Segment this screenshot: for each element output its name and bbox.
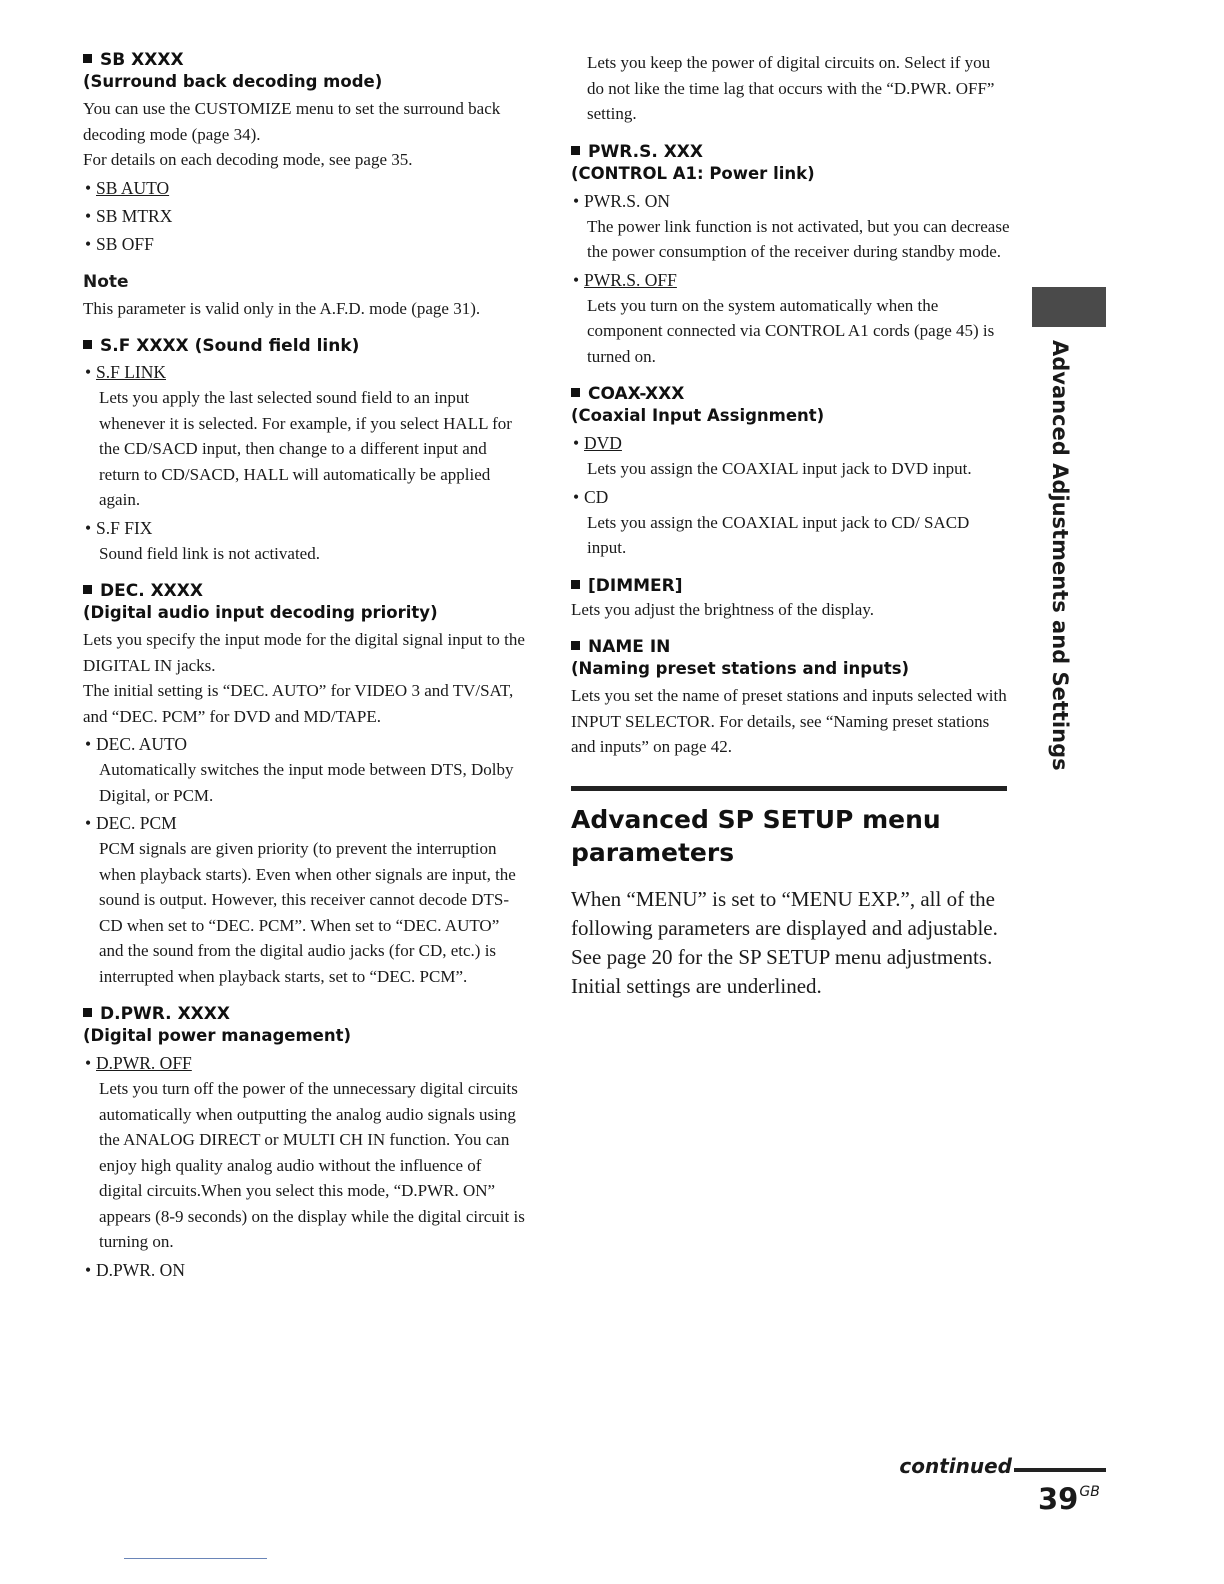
coax-option-1-desc: Lets you assign the COAXIAL input jack to DVD input.	[587, 459, 972, 478]
dec-option-2: DEC. PCM	[96, 813, 177, 833]
name-in-section	[571, 637, 1011, 760]
sb-heading: SB XXXX	[83, 50, 528, 71]
coax-option-2-desc: Lets you assign the COAXIAL input jack to CD/ SACD input.	[587, 512, 970, 557]
dec-paragraph-2: The initial setting is “DEC. AUTO” for VIDEO 3 and TV/SAT, and “DEC. PCM” for DVD and MD/TAPE.	[83, 681, 514, 726]
coax-option-2: CD	[584, 486, 609, 507]
list-item: • DVD	[573, 433, 622, 453]
page-number: $39^{GB}$	[1038, 1482, 1100, 1516]
sf-option-2: S.F FIX	[96, 517, 153, 538]
list-item: • S.F FIX	[85, 517, 153, 538]
pwrs-section	[571, 142, 1011, 370]
sf-heading: S.F XXXX (Sound field link)	[83, 336, 528, 357]
sb-option-1: SB AUTO	[96, 177, 170, 198]
dpwr-option-1: D.PWR. OFF	[96, 1053, 192, 1073]
pwrs-option-2: PWR.S. OFF	[584, 269, 677, 290]
list-item: • DEC. AUTO	[85, 734, 188, 754]
list-item: • S.F LINK	[85, 362, 167, 382]
coax-option-1: DVD	[584, 433, 622, 453]
dec-option-1: DEC. AUTO	[96, 734, 188, 754]
bullet-square-icon	[571, 580, 580, 589]
dpwr-option-2: D.PWR. ON	[96, 1259, 185, 1280]
list-item: • PWR.S. ON	[573, 190, 671, 211]
sf-option-1-desc: Lets you apply the last selected sound field to an input whenever it is selected. For example, if you select HALL for the CD/SACD input, then change to a different input and return to CD/SACD, HALL will automatically be applied again.	[99, 388, 512, 509]
coax-subtitle: (Coaxial Input Assignment)	[571, 406, 825, 425]
dpwr-option-2-desc: Lets you keep the power of digital circuits on. Select if you do not like the time lag that occurs with the “D.PWR. OFF” setting.	[587, 53, 995, 123]
dimmer-heading: [DIMMER]	[571, 576, 1011, 597]
dec-section	[83, 581, 528, 989]
chapter-tab-marker	[1032, 287, 1106, 327]
dec-heading: DEC. XXXX	[83, 581, 528, 602]
list-item: • D.PWR. OFF	[85, 1053, 192, 1073]
sf-section	[83, 336, 528, 566]
bullet-square-icon	[83, 54, 92, 63]
dimmer-section	[571, 576, 1011, 623]
section-paragraph-2: See page 20 for the SP SETUP menu adjustments. Initial settings are underlined.	[571, 944, 993, 998]
note-text: This parameter is valid only in the A.F.D. mode (page 31).	[83, 298, 481, 318]
continued-label: continued	[899, 1454, 1012, 1478]
list-item: • SB AUTO	[85, 177, 170, 198]
list-item: • CD	[573, 486, 609, 507]
bullet-square-icon	[571, 388, 580, 397]
list-item: • PWR.S. OFF	[573, 269, 677, 290]
pwrs-option-2-desc: Lets you turn on the system automatically when the component connected via CONTROL A1 cords (page 45) is turned on.	[587, 295, 995, 366]
pwrs-heading: PWR.S. XXX	[571, 142, 1011, 163]
pwrs-option-1: PWR.S. ON	[584, 190, 671, 211]
page-suffix: GB	[1079, 1484, 1100, 1500]
sf-option-2-desc: Sound field link is not activated.	[99, 543, 320, 563]
dpwr-option-1-desc: Lets you turn off the power of the unnecessary digital circuits automatically when outputting the analog audio signals using the ANALOG DIRECT or MULTI CH IN function. You can enjoy high quality analog audio without the influence of digital circuits.When you select this mode, “D.PWR. ON” appears (8-9 seconds) on the display while the digital circuit is turning on.	[99, 1079, 525, 1251]
dec-option-2-desc: PCM signals are given priority (to prevent the interruption when playback starts). Even when other signals are input, the sound is output. However, this receiver cannot decode DTS-CD when set to “DEC. PCM”. When set to “DEC. AUTO” and the sound from the digital audio jacks (for CD, etc.) is interrupted when playback starts, set to “DEC. PCM”.	[99, 839, 516, 986]
continued-rule	[1014, 1468, 1106, 1472]
name-in-subtitle: (Naming preset stations and inputs)	[571, 659, 910, 678]
dec-subtitle: (Digital audio input decoding priority)	[83, 603, 438, 622]
bullet-square-icon	[83, 1008, 92, 1017]
list-item: • SB MTRX	[85, 205, 173, 226]
bullet-square-icon	[83, 585, 92, 594]
dimmer-paragraph: Lets you adjust the brightness of the display.	[571, 599, 874, 619]
dpwr-on-desc-block	[571, 50, 1011, 127]
chapter-side-label: Advanced Adjustments and Settings	[1048, 340, 1072, 771]
coax-section	[571, 384, 1011, 561]
coax-heading: COAX-XXX	[571, 384, 1011, 405]
pwrs-option-1-desc: The power link function is not activated, but you can decrease the power consumption of the receiver during standby mode.	[587, 216, 1010, 261]
pwrs-subtitle: (CONTROL A1: Power link)	[571, 163, 815, 183]
name-in-heading: NAME IN	[571, 637, 1011, 658]
sb-option-3: SB OFF	[96, 233, 154, 254]
section-title: Advanced SP SETUP menu parameters	[571, 804, 941, 867]
note-heading: Note	[83, 271, 129, 292]
section-divider	[571, 786, 1007, 791]
dpwr-heading: D.PWR. XXXX	[83, 1004, 528, 1025]
sf-option-1: S.F LINK	[96, 362, 167, 382]
list-item: • DEC. PCM	[85, 813, 177, 833]
sb-subtitle: (Surround back decoding mode)	[83, 72, 383, 91]
list-item: • SB OFF	[85, 233, 154, 254]
dec-paragraph-1: Lets you specify the input mode for the digital signal input to the DIGITAL IN jacks.	[83, 630, 525, 675]
bullet-square-icon	[83, 340, 92, 349]
left-column	[83, 50, 528, 1298]
dpwr-subtitle: (Digital power management)	[83, 1026, 352, 1045]
dec-option-1-desc: Automatically switches the input mode between DTS, Dolby Digital, or PCM.	[99, 760, 514, 805]
bullet-square-icon	[571, 641, 580, 650]
name-in-paragraph: Lets you set the name of preset stations and inputs selected with INPUT SELECTOR. For details, see “Naming preset stations and inputs” on page 42.	[571, 686, 1007, 756]
list-item: • D.PWR. ON	[85, 1259, 185, 1280]
right-column	[571, 50, 1011, 1001]
sb-option-2: SB MTRX	[96, 205, 173, 226]
bottom-rule	[124, 1558, 267, 1559]
section-paragraph-1: When “MENU” is set to “MENU EXP.”, all of the following parameters are displayed and adjustable.	[571, 886, 998, 940]
sb-paragraph-2: For details on each decoding mode, see page 35.	[83, 150, 413, 169]
sb-paragraph-1: You can use the CUSTOMIZE menu to set the surround back decoding mode (page 34).	[83, 99, 501, 144]
sb-section	[83, 50, 528, 321]
dpwr-section	[83, 1004, 528, 1283]
section-body	[571, 885, 1011, 1001]
bullet-square-icon	[571, 146, 580, 155]
